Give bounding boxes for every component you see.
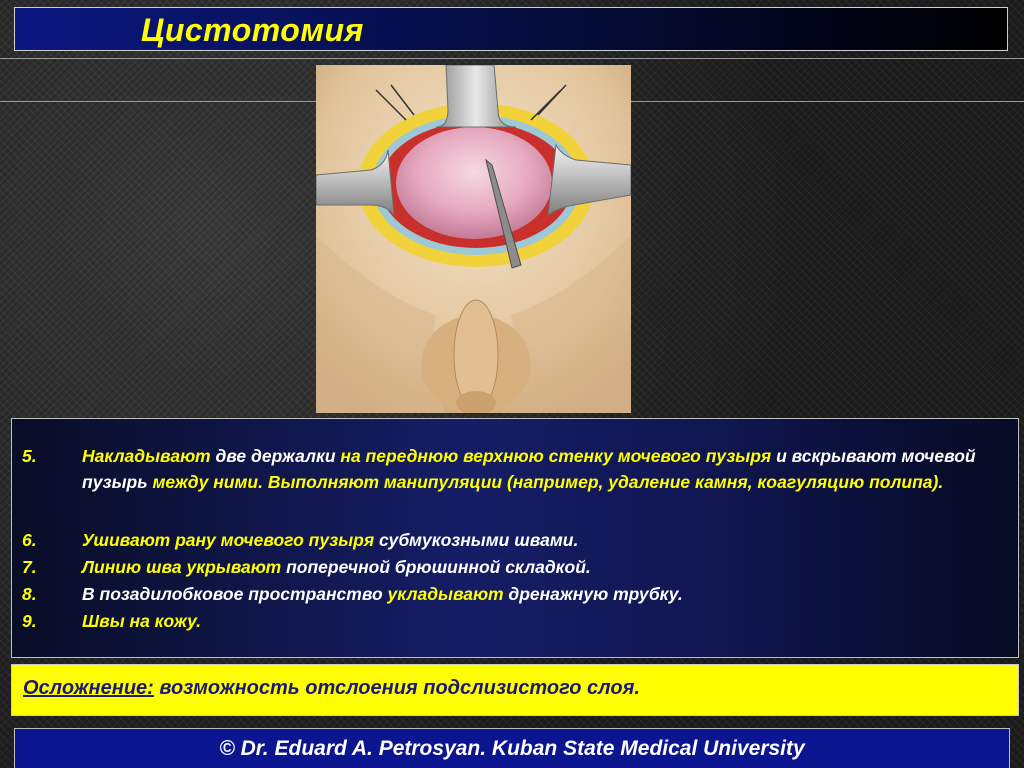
step-text	[82, 554, 1012, 580]
copyright-icon: ©	[219, 737, 235, 760]
step-text	[82, 608, 1012, 634]
step-text	[82, 443, 1012, 495]
step-text-part: Накладывают	[82, 446, 216, 466]
top-divider-line	[0, 58, 1024, 59]
illustration-bladder	[396, 127, 552, 239]
procedure-steps-panel	[11, 418, 1019, 658]
footer-bar	[14, 728, 1010, 768]
step-number: 5.	[22, 446, 37, 466]
step-text-part: и вскрывают мочевой пузырь	[82, 446, 976, 492]
step-number: 7.	[22, 557, 37, 577]
complication-description: возможность отслоения подслизистого слоя.	[153, 677, 640, 699]
footer-credit	[15, 737, 1009, 761]
surgical-illustration	[316, 65, 631, 413]
step-text-part: Швы на кожу.	[82, 611, 202, 631]
step-text	[82, 527, 1012, 553]
step-text-part: поперечной брюшинной складкой.	[286, 557, 591, 577]
title-bar	[14, 7, 1008, 51]
step-number: 9.	[22, 611, 37, 631]
step-text-part: на переднюю верхнюю стенку мочевого пузыря	[340, 446, 777, 466]
step-text-part: Линию шва укрывают	[82, 557, 287, 577]
step-text-part: В позадилобковое пространство	[82, 584, 388, 604]
step-text-part: субмукозными швами.	[379, 530, 579, 550]
step-text-part: Ушивают рану мочевого пузыря	[82, 530, 379, 550]
footer-author: Dr. Eduard A. Petrosyan. Kuban State Medical University	[234, 737, 805, 760]
step-text-part: дренажную трубку.	[508, 584, 683, 604]
step-number: 8.	[22, 584, 37, 604]
step-text	[82, 581, 1012, 607]
slide-title: Цистотомия	[141, 12, 364, 48]
complication-text	[23, 677, 640, 700]
complication-label: Осложнение:	[23, 677, 154, 699]
step-text-part: между ними. Выполняют манипуляции (например, удаление камня, коагуляцию полипа).	[152, 472, 944, 492]
step-number: 6.	[22, 530, 37, 550]
complication-box	[11, 664, 1019, 716]
step-text-part: две держалки	[215, 446, 341, 466]
step-text-part: укладывают	[387, 584, 509, 604]
